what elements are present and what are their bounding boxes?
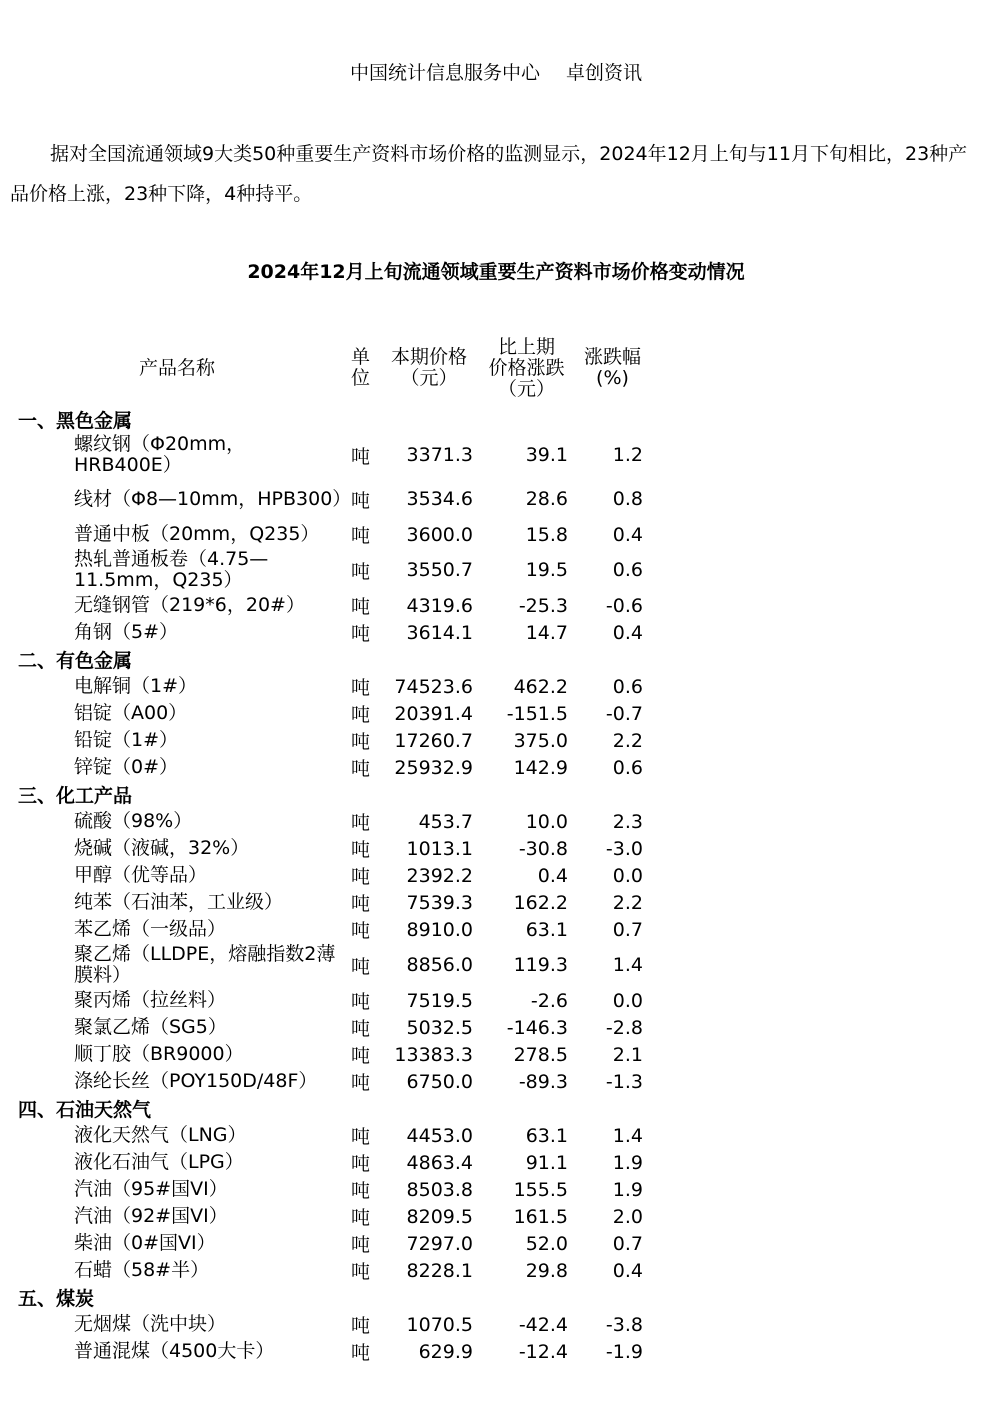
unit-cell: 吨: [350, 1153, 370, 1175]
unit-cell: 吨: [350, 866, 370, 888]
pct-cell: 1.4: [612, 954, 643, 976]
change-cell: 375.0: [513, 729, 568, 752]
change-cell: 28.6: [525, 488, 568, 510]
product-name: 聚乙烯（LLDPE，熔融指数2薄膜料）: [74, 943, 336, 986]
pct-cell: 2.0: [612, 1205, 643, 1228]
change-cell: -30.8: [518, 837, 568, 860]
product-name: 无缝钢管（219*6，20#）: [74, 594, 305, 616]
table-row: [12, 862, 651, 889]
unit-cell: 吨: [350, 991, 370, 1013]
source-org-2: 卓创资讯: [566, 62, 643, 84]
change-cell: -89.3: [518, 1070, 568, 1093]
unit-cell: 吨: [350, 920, 370, 942]
category-row: [12, 1284, 651, 1311]
table-row: [12, 916, 651, 943]
table-row: [12, 433, 651, 477]
change-cell: -42.4: [518, 1313, 568, 1336]
pct-cell: -0.6: [605, 594, 643, 617]
change-cell: 19.5: [525, 559, 568, 581]
category-row: [12, 406, 651, 433]
unit-cell: 吨: [350, 812, 370, 834]
price-cell: 453.7: [418, 810, 473, 833]
table-row: [12, 835, 651, 862]
product-name: 顺丁胶（BR9000）: [74, 1043, 244, 1065]
price-cell: 3534.6: [406, 488, 473, 510]
product-name: 液化天然气（LNG）: [74, 1124, 247, 1146]
unit-cell: 吨: [350, 1045, 370, 1067]
unit-cell: 吨: [350, 489, 370, 512]
price-cell: 20391.4: [394, 702, 473, 725]
table-row: [12, 521, 651, 548]
table-title: 2024年12月上旬流通领域重要生产资料市场价格变动情况: [247, 261, 745, 283]
pct-cell: 0.4: [612, 1259, 643, 1282]
table-row: [12, 727, 651, 754]
product-name: 线材（Φ8—10mm，HPB300）: [74, 487, 352, 510]
change-cell: 10.0: [525, 810, 568, 833]
product-name: 铅锭（1#）: [74, 729, 179, 751]
pct-cell: 1.2: [612, 444, 643, 466]
source-org-1: 中国统计信息服务中心: [349, 62, 540, 84]
price-cell: 7297.0: [406, 1232, 473, 1255]
unit-cell: 吨: [350, 1234, 370, 1256]
table-row: [12, 1257, 651, 1284]
change-cell: -2.6: [530, 989, 568, 1012]
product-name: 烧碱（液碱，32%）: [74, 837, 250, 859]
unit-cell: 吨: [350, 525, 370, 547]
pct-cell: -1.9: [605, 1340, 643, 1363]
price-cell: 13383.3: [394, 1043, 473, 1066]
unit-cell: 吨: [350, 1315, 370, 1337]
price-cell: 6750.0: [406, 1070, 473, 1093]
change-cell: 155.5: [513, 1178, 568, 1201]
pct-cell: 0.7: [612, 918, 643, 941]
product-name: 聚丙烯（拉丝料）: [74, 989, 227, 1011]
product-name: 聚氯乙烯（SG5）: [74, 1016, 227, 1038]
pct-cell: 0.0: [612, 864, 643, 887]
header-price: 本期价格 （元）: [390, 346, 467, 389]
price-cell: 7539.3: [406, 891, 473, 914]
pct-cell: 0.6: [612, 675, 643, 698]
price-cell: 4453.0: [406, 1124, 473, 1147]
product-name: 液化石油气（LPG）: [74, 1151, 244, 1173]
change-cell: 29.8: [525, 1259, 568, 1282]
change-cell: -25.3: [518, 594, 568, 617]
change-cell: 462.2: [513, 675, 568, 698]
unit-cell: 吨: [350, 445, 370, 468]
change-cell: 15.8: [525, 523, 568, 546]
price-cell: 2392.2: [406, 864, 473, 887]
change-cell: -146.3: [506, 1016, 568, 1039]
table-row: [12, 1014, 651, 1041]
category-label: 二、有色金属: [18, 650, 133, 672]
change-cell: 142.9: [513, 756, 568, 779]
table-row: [12, 754, 651, 781]
price-cell: 1013.1: [406, 837, 473, 860]
table-row: [12, 548, 651, 592]
header-name: 产品名称: [138, 356, 215, 379]
table-row: [12, 1338, 651, 1365]
pct-cell: -1.3: [605, 1070, 643, 1093]
change-cell: 161.5: [513, 1205, 568, 1228]
pct-cell: 2.2: [612, 729, 643, 752]
change-cell: 39.1: [525, 444, 568, 466]
pct-cell: 1.9: [612, 1151, 643, 1174]
pct-cell: 2.1: [612, 1043, 643, 1066]
price-cell: 1070.5: [406, 1313, 473, 1336]
product-name: 纯苯（石油苯，工业级）: [74, 891, 284, 913]
product-name: 汽油（92#国VI）: [74, 1205, 228, 1227]
change-cell: -151.5: [506, 702, 568, 725]
category-label: 一、黑色金属: [18, 410, 133, 432]
product-name: 角钢（5#）: [74, 621, 179, 643]
product-name: 涤纶长丝（POY150D/48F）: [74, 1070, 318, 1092]
pct-cell: -2.8: [605, 1016, 643, 1039]
price-cell: 8856.0: [406, 954, 473, 976]
source-line: [0, 58, 992, 85]
unit-cell: 吨: [350, 955, 370, 978]
unit-cell: 吨: [350, 758, 370, 780]
header-change: 比上期 价格涨跌 （元）: [488, 335, 565, 400]
table-header-row: [12, 330, 651, 406]
price-cell: 5032.5: [406, 1016, 473, 1039]
price-cell: 3600.0: [406, 523, 473, 546]
category-label: 四、石油天然气: [18, 1099, 152, 1121]
price-cell: 8910.0: [406, 918, 473, 941]
unit-cell: 吨: [350, 596, 370, 618]
pct-cell: -3.8: [605, 1313, 643, 1336]
price-cell: 3550.7: [406, 559, 473, 581]
product-name: 甲醇（优等品）: [74, 864, 208, 886]
unit-cell: 吨: [350, 731, 370, 753]
price-cell: 4319.6: [406, 594, 473, 617]
price-cell: 8228.1: [406, 1259, 473, 1282]
change-cell: 0.4: [537, 864, 568, 887]
change-cell: 91.1: [525, 1151, 568, 1174]
header-pct: 涨跌幅 (%): [583, 346, 641, 389]
price-cell: 74523.6: [394, 675, 473, 698]
pct-cell: 2.3: [612, 810, 643, 833]
category-row: [12, 646, 651, 673]
unit-cell: 吨: [350, 1342, 370, 1364]
pct-cell: 0.0: [612, 989, 643, 1012]
table-row: [12, 889, 651, 916]
unit-cell: 吨: [350, 1261, 370, 1283]
product-name: 汽油（95#国VI）: [74, 1178, 228, 1200]
price-cell: 8503.8: [406, 1178, 473, 1201]
change-cell: 162.2: [513, 891, 568, 914]
product-name: 普通中板（20mm，Q235）: [74, 523, 320, 545]
change-cell: 63.1: [525, 1124, 568, 1147]
unit-cell: 吨: [350, 1126, 370, 1148]
price-cell: 4863.4: [406, 1151, 473, 1174]
product-name: 普通混煤（4500大卡）: [74, 1340, 275, 1362]
table-row: [12, 1149, 651, 1176]
change-cell: 52.0: [525, 1232, 568, 1255]
price-cell: 7519.5: [406, 989, 473, 1012]
table-row: [12, 1311, 651, 1338]
pct-cell: 0.8: [612, 488, 643, 510]
pct-cell: 1.4: [612, 1124, 643, 1147]
category-label: 三、化工产品: [18, 785, 133, 807]
pct-cell: 0.6: [612, 559, 643, 581]
pct-cell: 1.9: [612, 1178, 643, 1201]
unit-cell: 吨: [350, 1018, 370, 1040]
table-row: [12, 1122, 651, 1149]
intro-paragraph: 据对全国流通领域9大类50种重要生产资料市场价格的监测显示，2024年12月上旬与11月下旬相比，23种产品价格上涨，23种下降，4种持平。: [10, 143, 968, 205]
unit-cell: 吨: [350, 560, 370, 583]
product-name: 电解铜（1#）: [74, 675, 198, 697]
category-row: [12, 1095, 651, 1122]
table-row: [12, 673, 651, 700]
change-cell: 14.7: [525, 621, 568, 644]
table-row: [12, 808, 651, 835]
table-row: [12, 1041, 651, 1068]
unit-cell: 吨: [350, 1180, 370, 1202]
unit-cell: 吨: [350, 677, 370, 699]
price-cell: 17260.7: [394, 729, 473, 752]
table-row: [12, 619, 651, 646]
pct-cell: 0.4: [612, 523, 643, 546]
change-cell: -12.4: [518, 1340, 568, 1363]
table-row: [12, 987, 651, 1014]
product-name: 苯乙烯（一级品）: [74, 918, 227, 940]
table-row: [12, 592, 651, 619]
unit-cell: 吨: [350, 623, 370, 645]
product-name: 螺纹钢（Φ20mm，HRB400E）: [74, 433, 246, 476]
product-name: 无烟煤（洗中块）: [74, 1313, 227, 1335]
price-cell: 3371.3: [406, 444, 473, 466]
change-cell: 119.3: [513, 954, 568, 976]
table-row: [12, 943, 651, 987]
unit-cell: 吨: [350, 839, 370, 861]
pct-cell: 0.6: [612, 756, 643, 779]
unit-cell: 吨: [350, 1072, 370, 1094]
product-name: 石蜡（58#半）: [74, 1259, 210, 1281]
product-name: 柴油（0#国VI）: [74, 1232, 216, 1254]
pct-cell: -3.0: [605, 837, 643, 860]
table-row: [12, 477, 651, 521]
category-row: [12, 781, 651, 808]
pct-cell: 0.7: [612, 1232, 643, 1255]
table-row: [12, 1068, 651, 1095]
header-unit: 单 位: [350, 346, 370, 389]
unit-cell: 吨: [350, 704, 370, 726]
price-table: [12, 330, 651, 1365]
product-name: 硫酸（98%）: [74, 810, 193, 832]
product-name: 热轧普通板卷（4.75—11.5mm，Q235）: [74, 548, 269, 591]
change-cell: 278.5: [513, 1043, 568, 1066]
table-row: [12, 1230, 651, 1257]
pct-cell: 0.4: [612, 621, 643, 644]
table-row: [12, 1203, 651, 1230]
product-name: 铝锭（A00）: [74, 702, 188, 724]
price-cell: 629.9: [418, 1340, 473, 1363]
price-cell: 25932.9: [394, 756, 473, 779]
category-label: 五、煤炭: [18, 1288, 95, 1310]
table-row: [12, 1176, 651, 1203]
change-cell: 63.1: [525, 918, 568, 941]
table-row: [12, 700, 651, 727]
pct-cell: -0.7: [605, 702, 643, 725]
unit-cell: 吨: [350, 1207, 370, 1229]
unit-cell: 吨: [350, 893, 370, 915]
price-cell: 8209.5: [406, 1205, 473, 1228]
price-cell: 3614.1: [406, 621, 473, 644]
product-name: 锌锭（0#）: [74, 756, 179, 778]
pct-cell: 2.2: [612, 891, 643, 914]
